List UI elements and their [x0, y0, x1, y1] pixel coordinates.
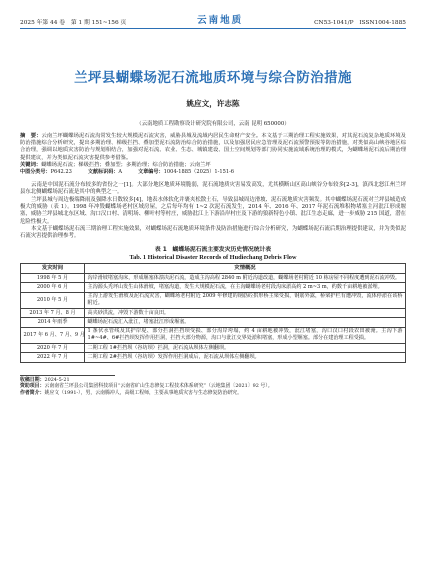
- body-text: [20, 182, 406, 240]
- disaster-time: 2014 年雨季: [21, 318, 85, 327]
- disaster-description: 1 条伏水管线及其护岸堤、部分拦洞拦挡坝受损、部分沟岸垮塌，约 4 亩耕地被冲毁，沘江堵塞，沟口汉口村段农田被淹。主沟下游 1#~4#、6#拦挡坝发挥作用拦洞，拦挡大部分物源，沟口与沘江交界处淤积堵塞，形成小型堰塞。部分在建治理工程受损。: [85, 327, 406, 343]
- disaster-description: 蝴蝶场泥石流汇入沘江，堵塞沘江形成堰塞。: [85, 318, 406, 327]
- article-metadata: [20, 169, 406, 176]
- issue-info: 2025 年第 44 卷 第 1 期 151~156 页: [20, 20, 127, 26]
- article-authors: 姚应文，许志陈: [186, 99, 240, 108]
- funding-info: 资助项目：云南南省兰坪县公司集团科技项目“云南省矿山生态修复工程技术体系研究”（云地集团〔2021〕92 号）。: [20, 383, 273, 390]
- issn-info: CN53-1041/P ISSN1004-1885: [314, 20, 406, 26]
- clc-number: 中图分类号：P642.23: [20, 169, 72, 176]
- disaster-time: 2000 年 6 月: [21, 283, 85, 292]
- journal-name: 云南地质: [197, 15, 244, 26]
- document-code: 文献标识码：A: [87, 169, 123, 176]
- body-paragraph: 云南是中国泥石流分布较多的省份之一[1]。大部分地区地质环境脆弱，泥石流地质灾害易发高发，尤其横断山区高山峡谷分布较多[2-3]，滇西北怒江州兰坪县东北侧蝴蝶场泥石流是其中的典型之一。: [20, 182, 406, 196]
- footnote-divider: [20, 375, 115, 376]
- disaster-description: 主沟上游发生滑坡及泥石流灾害，蝴蝶场老村附近 2009 年修建的钢筋砼拱形桥主梁受损，钢筋外露，桥梁护栏有遭冲毁，流体停淤在该桥附近。: [85, 292, 406, 308]
- author-affiliation: （云南地质工程勘察设计研究院有限公司，云南 昆明 650000）: [136, 121, 290, 127]
- footnotes: [20, 377, 406, 398]
- body-paragraph: 本文基于蝴蝶场泥石流三期治理工程实施效果，对蝴蝶场泥石流地质环境条件及防治措施进行综合分析研究，为蝴蝶场泥石流后期治理提供建议，并为类似泥石流灾害提供治理参考。: [20, 225, 406, 240]
- journal-page: [20, 10, 406, 397]
- disaster-time: 1998 年 5 月: [21, 273, 85, 282]
- table-title-en: Tab. 1 Historical Disaster Records of Hudiechang Debris Flow: [129, 254, 297, 262]
- body-paragraph: 兰坪县城与周边极端降雨及强降水日数较多[4]，地表水体软化并裹夹松散土石，导致县城周边滑坡、泥石流地质灾害频发。其中蝴蝶场泥石流对兰坪县城造成极大的威胁（表 1）。1998 年冲毁蝴蝶场老村区域房屋，之后每年均有 1~2 次泥石流发生，2014 年、2016 年、2017 年泥石流堆积物堵塞主河沘江形成堰塞，威胁兰坪县城北东区域、沟口汉口村、清明场、柳叶村等村庄，威胁沘江上下游沿岸村庄及下游的狼新特色小镇、沘江生态走廊，进一步威胁 215 国道，潜在危险性极大。: [20, 196, 406, 225]
- table-row: [21, 353, 406, 362]
- column-header-description: 灾情概况: [85, 264, 406, 273]
- table-title-cn: 表 1 蝴蝶场泥石流主要发灾历史情况统计表: [154, 247, 272, 254]
- disaster-time: 2013 年 7 月、8 月: [21, 308, 85, 317]
- table-row: [21, 283, 406, 292]
- table-row: [21, 327, 406, 343]
- article-number: 文章编号：1004-1885（2025）1-151-6: [138, 169, 235, 176]
- disaster-time: 2017 年 6 月、7 月、9 月: [21, 327, 85, 343]
- disaster-description: 二期工程 1#拦挡坝（谷坊坝）拦洞，泥石流从坝体左侧翻坝。: [85, 343, 406, 352]
- disaster-description: 主沟源头秃坪山发生山体滑坡，堵塞沟道，发生大规模泥石流，在主沟蝴蝶场老村段沟床淤高约 2 m~3 m，约数千亩耕地被淤埋。: [85, 283, 406, 292]
- disaster-description: 沟岸滑坡堵塞沟床，形成堰塞体溃决泥石流，造成主沟高程 2840 m 附近沟道改道，蝴蝶场老村附近 10 栋房屋不同程度遭到泥石流冲毁。: [85, 273, 406, 282]
- abstract: [20, 133, 406, 162]
- column-header-time: 发灾时间: [21, 264, 85, 273]
- disaster-description: 二期工程 2#拦挡坝（谷坊坝）发挥作用拦洞成后，泥石流从坝体左侧翻坝。: [85, 353, 406, 362]
- table-row: [21, 292, 406, 308]
- abstract-label: 摘 要：: [20, 133, 42, 139]
- table-row: [21, 308, 406, 317]
- table-row: [21, 273, 406, 282]
- disaster-time: 2020 年 7 月: [21, 343, 85, 352]
- keywords-text: 蝴蝶场泥石流；梯级拦挡；叠加型；多期治理；综合防治措施；云南兰坪: [41, 161, 211, 168]
- disaster-time: 2022 年 7 月: [21, 353, 85, 362]
- keywords-label: 关键词：: [20, 161, 42, 168]
- running-header: [20, 10, 406, 29]
- table-row: [21, 343, 406, 352]
- author-bio: 作者简介：姚应文（1991-），男，云南腾冲人，高级工程师，主要从事地质灾害与生态修复防治研究。: [20, 390, 242, 397]
- table-header-row: [21, 264, 406, 273]
- disaster-history-table: [20, 263, 406, 362]
- abstract-text: 云南兰坪蝴蝶场泥石流沟常发生较大规模泥石流灾害，威胁县城及流域内居民生命财产安全。本文基于三期治理工程实施效果，对其泥石流复杂地质环境及防治措施综合分析研究，提出多期治理、梯级拦挡、叠加型泥石流防治综合防治措施，以及加强居民应急管理及泥石流预警预报等防治措施，对类似高山峡谷地区综合治理，强调以地质灾害防治与规划相结合，加强对泥石流、农业、生态、城镇建设、国土空间规划等部门协同实施流域系统治理的模式，为蝴蝶场泥石流后期治理提供建议，并为类似泥石流灾害提供参考借鉴。: [20, 133, 406, 161]
- table-row: [21, 318, 406, 327]
- disaster-description: 高夹砂洪流，冲毁下游数十亩良田。: [85, 308, 406, 317]
- received-date: 收稿日期：2024-5-21: [20, 376, 70, 383]
- keywords: [20, 162, 406, 169]
- article-title: 兰坪县蝴蝶场泥石流地质环境与综合防治措施: [74, 71, 352, 86]
- disaster-time: 2010 年 5 月: [21, 292, 85, 308]
